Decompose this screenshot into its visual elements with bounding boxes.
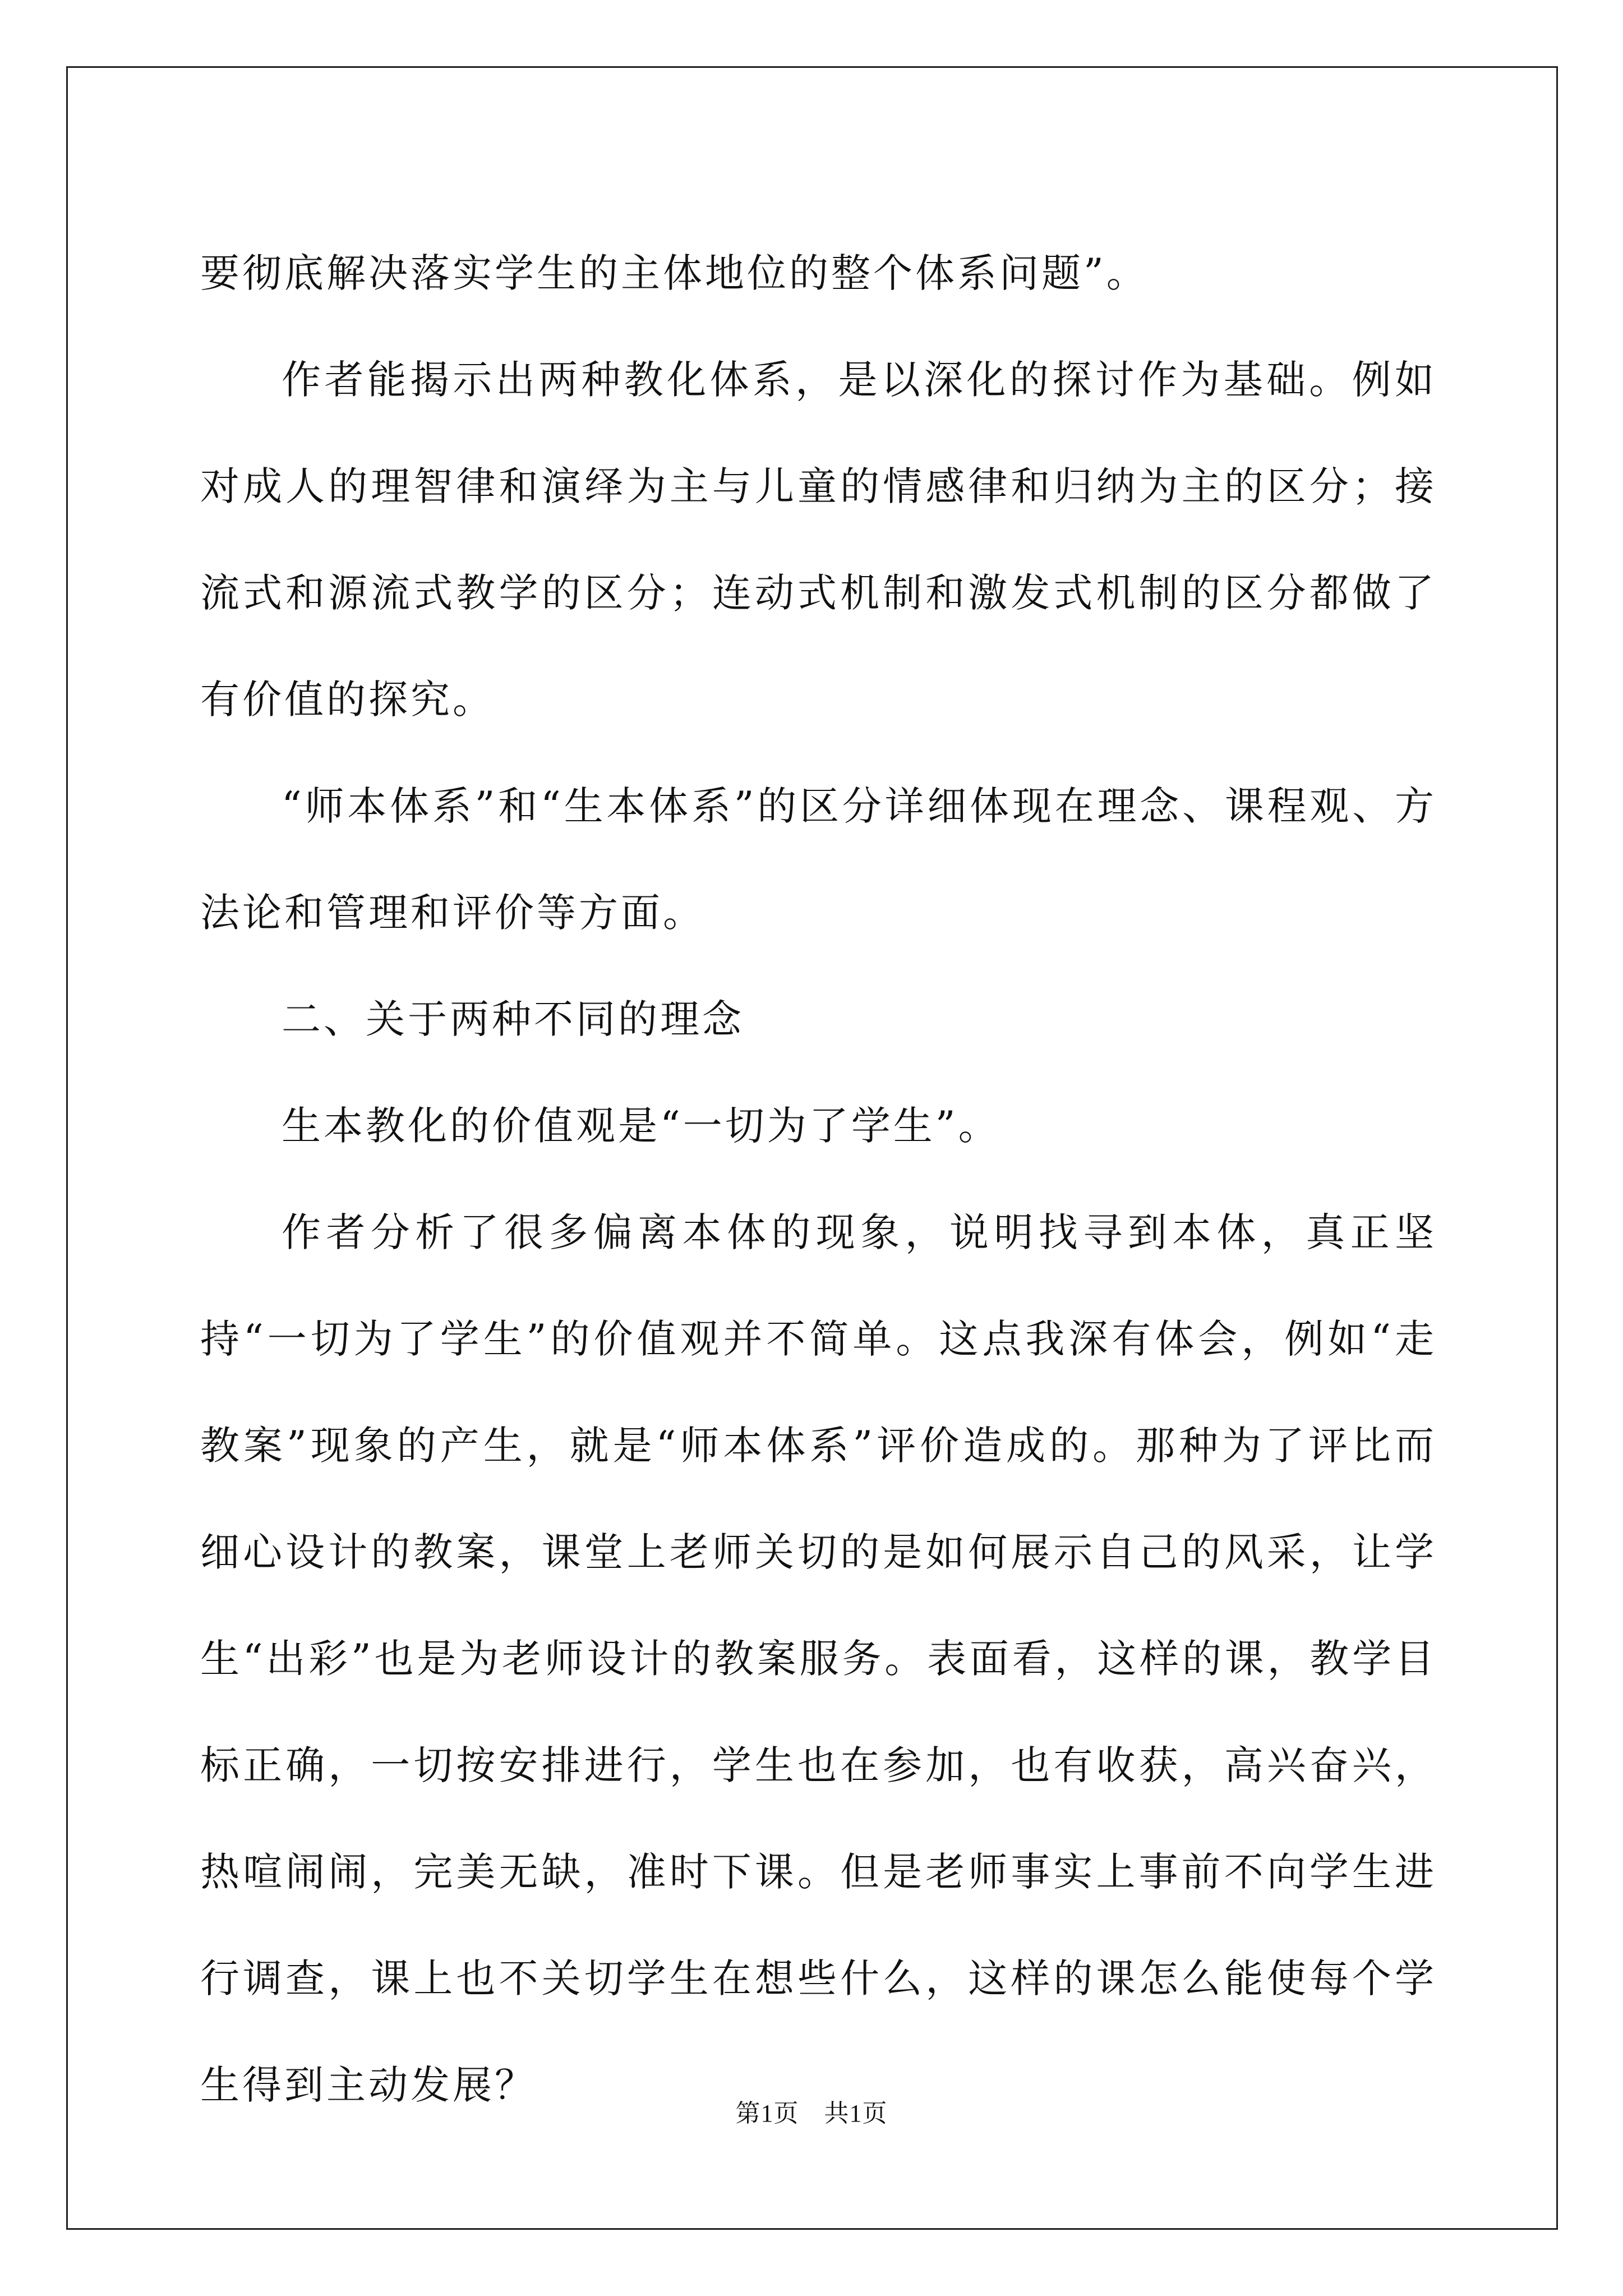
page-number: 第1页 共1页 <box>735 2100 888 2127</box>
paragraph-3: “师本体系”和“生本体系”的区分详细体现在理念、课程观、方法论和管理和评价等方面。 <box>200 783 1437 936</box>
paragraph-5: 生本教化的价值观是“一切为了学生”。 <box>282 1103 1000 1149</box>
paragraph-6: 作者分析了很多偏离本体的现象，说明找寻到本体，真正坚持“一切为了学生”的价值观并不简单。这点我深有体会，例如“走教案”现象的产生，就是“师本体系”评价造成的。那种为了评比而细心设计的教案，课堂上老师关切的是如何展示自己的风采，让学生“出彩”也是为老师设计的教案服务。表面看，这样的课，教学目标正确，一切按安排进行，学生也在参加，也有收获，高兴奋兴，热喧闹闹，完美无缺，准时下课。但是老师事实上事前不向学生进行调查，课上也不关切学生在想些什么，这样的课怎么能使每个学生得到主动发展？ <box>200 1209 1437 2108</box>
section-heading: 二、关于两种不同的理念 <box>282 996 744 1042</box>
paragraph-1: 要彻底解决落实学生的主体地位的整个体系问题”。 <box>200 250 1149 296</box>
document-body <box>200 220 1437 2138</box>
paragraph-2: 作者能揭示出两种教化体系，是以深化的探讨作为基础。例如对成人的理智律和演绎为主与儿童的情感律和归纳为主的区分；接流式和源流式教学的区分；连动式机制和激发式机制的区分都做了有价值的探究。 <box>200 357 1437 723</box>
